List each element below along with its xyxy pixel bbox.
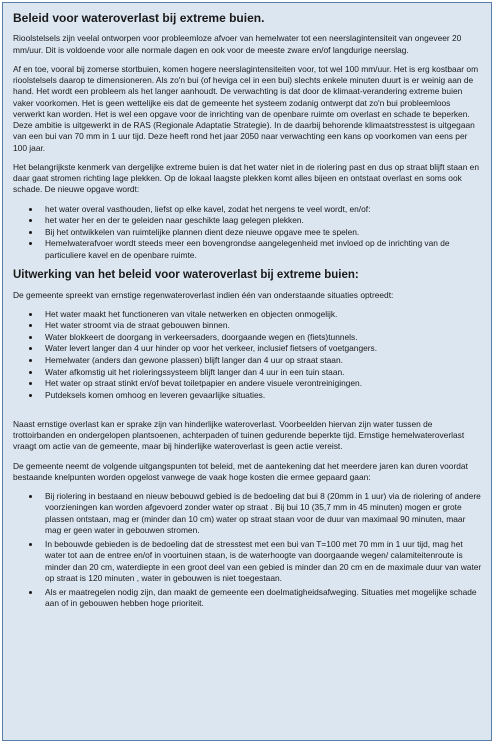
situaties-intro: De gemeente spreekt van ernstige regenwateroverlast indien één van onderstaande situaties optreedt: (13, 289, 394, 300)
list-item: • Het water maakt het functioneren van vitale netwerken en objecten onmogelijk. (41, 309, 482, 320)
list-item: • Het water op straat stinkt en/of bevat toiletpapier en andere visuele verontreinigingen. (41, 378, 482, 389)
list-item: • Bij het ontwikkelen van ruimtelijke plannen dient deze nieuwe opgave mee te spelen. (41, 227, 482, 238)
list-item: • In bebouwde gebieden is de bedoeling dat de stresstest met een bui van T=100 met 70 mm in 1 uur tijd, mag het water tot aan de entree en/of in voortuinen staan, is de waterhoogte van doorgaande wegen/ calamiteitenroute is minder dan 20 cm, waterdiepte in een groot deel van een gebied is minder dan 20 cm en de maximale duur van water op straat is 120 minuten , water in gebouwen is niet toegestaan. (41, 539, 482, 584)
list-item: • Als er maatregelen nodig zijn, dan maakt de gemeente een doelmatigheidsafweging. Situaties met mogelijke schade aan of in gebouwen hebben hoge prioriteit. (41, 587, 482, 610)
list-item: • Water blokkeert de doorgang in verkeersaders, doorgaande wegen en (fiets)tunnels. (41, 332, 482, 343)
spacer (13, 409, 482, 419)
intro-paragraph-2: Af en toe, vooral bij zomerse stortbuien, komen hogere neerslagintensiteiten voor, tot wel 100 mm/uur. Het is erg kostbaar om rioolstelsels daarop te dimensioneren. Als zo'n bui (of heviga cel in een bui) slechts enkele minuten duurt is er weinig aan de hand. Het wordt een probleem als het langer aanhoudt. De verwachting is dat door de klimaat-verandering extreme buien vaker voorkomen. Het is geen wettelijke eis dat de gemeente het systeem zodanig ontwerpt dat zo'n bui probleemloos verwerkt kan worden. Het is wel een opgave voor de inrichting van de openbare ruimte om overlast en schade te beperken. Deze ambitie is uitgewerkt in de RAS (Regionale Adaptatie Strategie). In de daarbij behorende klimaatstresstest is uitgegaan van een bui van 70 mm in 1 uur tijd. Deze heeft rond het jaar 2050 naar verwachting een kans op voorkomen van eens per 100 jaar. (13, 63, 479, 153)
list-item: • Putdeksels komen omhoog en leveren gevaarlijke situaties. (41, 390, 482, 401)
page-title: Beleid voor wateroverlast bij extreme buien. (13, 11, 265, 25)
list-item: • Het water stroomt via de straat gebouwen binnen. (41, 320, 482, 331)
uitgangspunten-intro: De gemeente neemt de volgende uitgangspunten tot beleid, met de aantekening dat het meerdere jaren kan duren voordat bestaande knelpunten worden opgelost vanwege de vaak hoge kosten die ermee gepaard gaan: (13, 460, 468, 482)
uitgangspunten-list (13, 491, 482, 610)
list-item: • Water levert langer dan 4 uur hinder op voor het verkeer, inclusief fietsers of voetgangers. (41, 343, 482, 354)
list-item: • Hemelwaterafvoer wordt steeds meer een bovengrondse aangelegenheid met invloed op de inrichting van de particuliere kavel en de openbare ruimte. (41, 238, 482, 261)
list-item: • het water overal vasthouden, liefst op elke kavel, zodat het nergens te veel wordt, en/of: (41, 204, 482, 215)
list-item: • het water her en der te geleiden naar geschikte laag gelegen plekken. (41, 215, 482, 226)
section-heading: Uitwerking van het beleid voor wateroverlast bij extreme buien: (13, 268, 359, 281)
list-item: • Bij riolering in bestaand en nieuw bebouwd gebied is de bedoeling dat bui 8 (20mm in 1 uur) via de riolering of andere voorzieningen kan worden afgevoerd zonder water op straat . Bij bui 10 (35,7 mm in 45 minuten) mogen er grote plassen ontstaan, mag er (minder dan 10 cm) water op straat staan voor de duur van maximaal 90 minuten, maar mag er geen water in gebouwen stromen. (41, 491, 482, 536)
list-item: • Hemelwater (anders dan gewone plassen) blijft langer dan 4 uur op straat staan. (41, 355, 482, 366)
policy-box (2, 2, 492, 741)
situaties-list (13, 309, 482, 401)
intro-paragraph-1: Rioolstelsels zijn veelal ontworpen voor probleemloze afvoer van hemelwater tot een neerslagintensiteit van ongeveer 20 mm/uur. Dit is voldoende voor alle normale dagen en ook voor de meeste zware en/of langdurige neerslag. (13, 33, 462, 55)
intro-paragraph-3: Het belangrijkste kenmerk van dergelijke extreme buien is dat het water niet in de riolering past en dus op straat blijft staan en daar gaat stromen richting lage plekken. Op de lokaal laagste plekken komt alles bijeen en ontstaat overlast en soms ook schade. De nieuwe opgave wordt: (13, 161, 479, 195)
hinderlijk-paragraph: Naast ernstige overlast kan er sprake zijn van hinderlijke wateroverlast. Voorbeelden hiervan zijn water tussen de trottoirbanden en ondergelopen plantsoenen, achterpaden of tuinen gedurende beperkte tijd. Ernstige hemelwateroverlast vraagt om actie van de gemeente, maar bij hinderlijke wateroverlast is geen actie vereist. (13, 418, 465, 452)
list-item: • Water afkomstig uit het rioleringssysteem blijft langer dan 4 uur in een tuin staan. (41, 367, 482, 378)
opgave-list (13, 204, 482, 261)
